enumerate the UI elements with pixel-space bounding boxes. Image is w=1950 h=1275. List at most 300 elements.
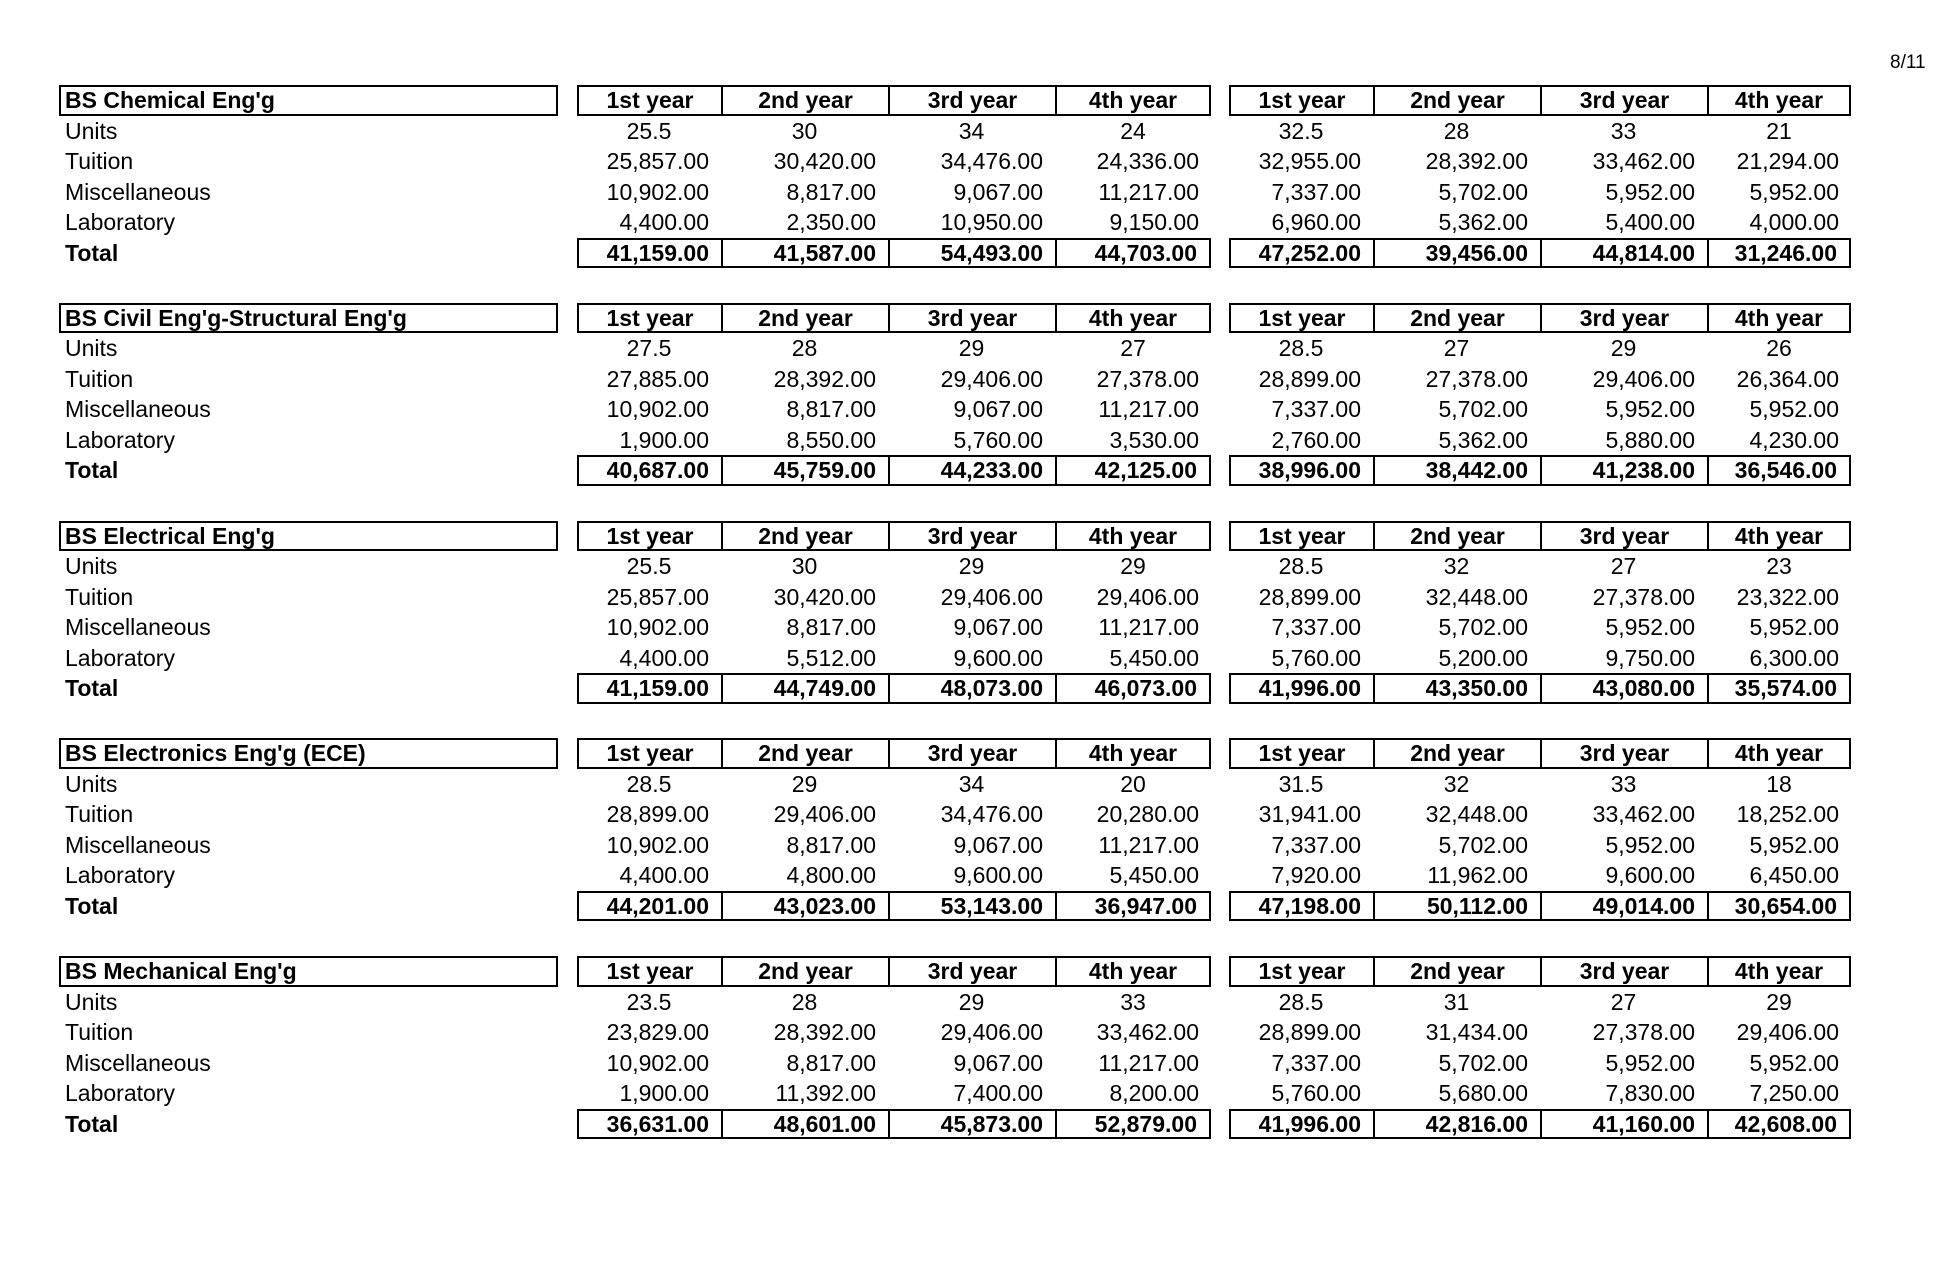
- value-cell: 4,000.00: [1749, 209, 1839, 235]
- value-cell: 9,600.00: [953, 644, 1043, 671]
- units-row: [59, 769, 1859, 800]
- value-cell: 28.5: [1278, 988, 1324, 1015]
- year-header: 3rd year: [888, 521, 1055, 552]
- laboratory-row: [59, 207, 1859, 238]
- value-cell: 25,857.00: [606, 583, 709, 610]
- value-cell: 5,702.00: [1438, 1049, 1528, 1076]
- value-cell: 7,400.00: [953, 1080, 1043, 1106]
- year-header: 3rd year: [888, 738, 1055, 769]
- value-cell: 5,952.00: [1605, 614, 1695, 640]
- value-cell: 5,362.00: [1438, 209, 1528, 235]
- value-cell: 5,702.00: [1438, 396, 1528, 423]
- miscellaneous-row: [59, 612, 1859, 643]
- value-cell: 8,817.00: [786, 396, 876, 423]
- value-cell: 8,550.00: [786, 426, 876, 453]
- value-cell: 2,350.00: [786, 209, 876, 235]
- tuition-row: [59, 799, 1859, 830]
- value-cell: 27,885.00: [606, 365, 709, 392]
- header-row: [59, 956, 1859, 987]
- total-value: 42,125.00: [1055, 455, 1211, 486]
- total-value: 47,198.00: [1229, 891, 1373, 922]
- total-value: 42,816.00: [1373, 1109, 1540, 1140]
- value-cell: 29: [791, 770, 818, 797]
- value-cell: 5,952.00: [1605, 178, 1695, 205]
- row-label: Units: [65, 117, 118, 144]
- value-cell: 9,600.00: [953, 862, 1043, 889]
- year-header: 2nd year: [721, 521, 888, 552]
- year-header: 3rd year: [888, 956, 1055, 987]
- value-cell: 5,880.00: [1605, 426, 1695, 453]
- row-label: Miscellaneous: [65, 396, 211, 423]
- value-cell: 33: [1610, 770, 1637, 797]
- value-cell: 28: [1443, 117, 1470, 144]
- value-cell: 1,900.00: [619, 426, 709, 453]
- year-header: 1st year: [577, 85, 721, 116]
- total-value: 45,759.00: [721, 455, 888, 486]
- row-label: Laboratory: [65, 209, 175, 235]
- total-value: 38,442.00: [1373, 455, 1540, 486]
- miscellaneous-row: [59, 177, 1859, 208]
- row-label: Laboratory: [65, 1080, 175, 1106]
- row-label: Laboratory: [65, 426, 175, 453]
- value-cell: 5,450.00: [1109, 644, 1199, 671]
- row-label: Total: [65, 239, 119, 266]
- year-header: 1st year: [577, 738, 721, 769]
- value-cell: 8,817.00: [786, 831, 876, 858]
- header-row: [59, 521, 1859, 552]
- total-row: [59, 891, 1859, 922]
- tuition-row: [59, 582, 1859, 613]
- value-cell: 33: [1610, 117, 1637, 144]
- program-title: BS Chemical Eng'g: [59, 85, 558, 116]
- total-value: 36,546.00: [1707, 455, 1851, 486]
- value-cell: 28.5: [626, 770, 672, 797]
- total-row: [59, 673, 1859, 704]
- row-label: Units: [65, 770, 118, 797]
- value-cell: 28.5: [1278, 553, 1324, 579]
- year-header: 3rd year: [888, 85, 1055, 116]
- value-cell: 5,512.00: [786, 644, 876, 671]
- value-cell: 26,364.00: [1736, 365, 1839, 392]
- value-cell: 25.5: [626, 117, 672, 144]
- year-header: 4th year: [1055, 956, 1211, 987]
- row-label: Miscellaneous: [65, 831, 211, 858]
- total-row: [59, 238, 1859, 269]
- program-table: [59, 85, 1859, 303]
- value-cell: 5,702.00: [1438, 614, 1528, 640]
- year-header: 3rd year: [1540, 85, 1707, 116]
- tuition-row: [59, 364, 1859, 395]
- value-cell: 28,899.00: [1258, 365, 1361, 392]
- value-cell: 9,067.00: [953, 396, 1043, 423]
- value-cell: 30: [791, 553, 818, 579]
- row-label: Miscellaneous: [65, 614, 211, 640]
- value-cell: 6,300.00: [1749, 644, 1839, 671]
- value-cell: 28.5: [1278, 335, 1324, 362]
- value-cell: 9,067.00: [953, 1049, 1043, 1076]
- year-header: 2nd year: [1373, 738, 1540, 769]
- total-value: 44,233.00: [888, 455, 1055, 486]
- value-cell: 33,462.00: [1592, 801, 1695, 828]
- row-label: Tuition: [65, 148, 134, 174]
- miscellaneous-row: [59, 394, 1859, 425]
- value-cell: 27,378.00: [1096, 365, 1199, 392]
- value-cell: 11,392.00: [775, 1080, 876, 1106]
- value-cell: 10,902.00: [606, 831, 709, 858]
- year-header: 1st year: [1229, 738, 1373, 769]
- row-label: Total: [65, 457, 119, 484]
- value-cell: 7,250.00: [1749, 1080, 1839, 1106]
- value-cell: 11,217.00: [1098, 614, 1199, 640]
- value-cell: 29: [958, 988, 985, 1015]
- year-header: 4th year: [1055, 303, 1211, 334]
- value-cell: 20,280.00: [1096, 801, 1199, 828]
- value-cell: 29,406.00: [773, 801, 876, 828]
- value-cell: 8,817.00: [786, 614, 876, 640]
- total-value: 50,112.00: [1373, 891, 1540, 922]
- value-cell: 27,378.00: [1425, 365, 1528, 392]
- value-cell: 29: [1610, 335, 1637, 362]
- value-cell: 3,530.00: [1109, 426, 1199, 453]
- row-label: Total: [65, 1110, 119, 1137]
- value-cell: 5,702.00: [1438, 831, 1528, 858]
- value-cell: 4,800.00: [786, 862, 876, 889]
- value-cell: 10,902.00: [606, 178, 709, 205]
- year-header: 3rd year: [1540, 521, 1707, 552]
- value-cell: 33,462.00: [1592, 148, 1695, 174]
- year-header: 2nd year: [1373, 521, 1540, 552]
- value-cell: 32,448.00: [1425, 583, 1528, 610]
- value-cell: 27.5: [626, 335, 672, 362]
- total-value: 43,080.00: [1540, 673, 1707, 704]
- value-cell: 28: [791, 335, 818, 362]
- row-label: Tuition: [65, 365, 134, 392]
- value-cell: 23,322.00: [1736, 583, 1839, 610]
- year-header: 2nd year: [1373, 85, 1540, 116]
- value-cell: 8,200.00: [1109, 1080, 1199, 1106]
- total-value: 49,014.00: [1540, 891, 1707, 922]
- value-cell: 27: [1120, 335, 1146, 362]
- total-value: 53,143.00: [888, 891, 1055, 922]
- value-cell: 27: [1610, 553, 1637, 579]
- row-label: Miscellaneous: [65, 178, 211, 205]
- laboratory-row: [59, 643, 1859, 674]
- value-cell: 2,760.00: [1271, 426, 1361, 453]
- total-value: 41,238.00: [1540, 455, 1707, 486]
- value-cell: 7,337.00: [1271, 831, 1361, 858]
- value-cell: 5,952.00: [1749, 614, 1839, 640]
- value-cell: 30,420.00: [773, 148, 876, 174]
- value-cell: 8,817.00: [786, 1049, 876, 1076]
- value-cell: 27,378.00: [1592, 583, 1695, 610]
- units-row: [59, 333, 1859, 364]
- value-cell: 31.5: [1278, 770, 1324, 797]
- total-value: 42,608.00: [1707, 1109, 1851, 1140]
- total-value: 36,631.00: [577, 1109, 721, 1140]
- value-cell: 29: [1120, 553, 1146, 579]
- value-cell: 5,760.00: [1271, 1080, 1361, 1106]
- total-value: 45,873.00: [888, 1109, 1055, 1140]
- value-cell: 29: [958, 553, 985, 579]
- value-cell: 29,406.00: [940, 583, 1043, 610]
- row-label: Total: [65, 675, 119, 701]
- value-cell: 34: [958, 117, 985, 144]
- total-value: 47,252.00: [1229, 238, 1373, 269]
- year-header: 3rd year: [1540, 303, 1707, 334]
- year-header: 2nd year: [721, 956, 888, 987]
- value-cell: 9,067.00: [953, 178, 1043, 205]
- row-label: Miscellaneous: [65, 1049, 211, 1076]
- value-cell: 5,760.00: [953, 426, 1043, 453]
- value-cell: 4,400.00: [619, 862, 709, 889]
- total-value: 39,456.00: [1373, 238, 1540, 269]
- total-row: [59, 1109, 1859, 1140]
- total-value: 41,159.00: [577, 673, 721, 704]
- total-value: 43,350.00: [1373, 673, 1540, 704]
- value-cell: 21: [1766, 117, 1792, 144]
- value-cell: 33,462.00: [1096, 1019, 1199, 1045]
- units-row: [59, 116, 1859, 147]
- value-cell: 10,902.00: [606, 1049, 709, 1076]
- row-label: Units: [65, 988, 118, 1015]
- value-cell: 4,230.00: [1749, 426, 1839, 453]
- total-value: 41,996.00: [1229, 1109, 1373, 1140]
- row-label: Units: [65, 553, 118, 579]
- year-header: 2nd year: [721, 303, 888, 334]
- value-cell: 28,392.00: [773, 365, 876, 392]
- value-cell: 26: [1766, 335, 1792, 362]
- value-cell: 33: [1120, 988, 1146, 1015]
- value-cell: 27: [1443, 335, 1470, 362]
- value-cell: 18: [1766, 770, 1792, 797]
- year-header: 4th year: [1707, 85, 1851, 116]
- year-header: 2nd year: [1373, 303, 1540, 334]
- units-row: [59, 987, 1859, 1018]
- value-cell: 5,760.00: [1271, 644, 1361, 671]
- value-cell: 11,217.00: [1098, 178, 1199, 205]
- header-row: [59, 738, 1859, 769]
- value-cell: 9,750.00: [1605, 644, 1695, 671]
- value-cell: 5,450.00: [1109, 862, 1199, 889]
- laboratory-row: [59, 425, 1859, 456]
- value-cell: 9,067.00: [953, 614, 1043, 640]
- value-cell: 7,337.00: [1271, 614, 1361, 640]
- value-cell: 5,952.00: [1749, 831, 1839, 858]
- value-cell: 1,900.00: [619, 1080, 709, 1106]
- total-value: 38,996.00: [1229, 455, 1373, 486]
- value-cell: 8,817.00: [786, 178, 876, 205]
- value-cell: 20: [1120, 770, 1146, 797]
- value-cell: 24,336.00: [1096, 148, 1199, 174]
- value-cell: 5,952.00: [1605, 1049, 1695, 1076]
- total-value: 36,947.00: [1055, 891, 1211, 922]
- value-cell: 31,434.00: [1425, 1019, 1528, 1045]
- value-cell: 6,450.00: [1749, 862, 1839, 889]
- total-value: 44,201.00: [577, 891, 721, 922]
- year-header: 4th year: [1707, 521, 1851, 552]
- header-row: [59, 85, 1859, 116]
- value-cell: 31,941.00: [1258, 801, 1361, 828]
- value-cell: 10,902.00: [606, 614, 709, 640]
- units-row: [59, 551, 1859, 582]
- total-value: 31,246.00: [1707, 238, 1851, 269]
- value-cell: 32: [1443, 553, 1470, 579]
- value-cell: 30,420.00: [773, 583, 876, 610]
- value-cell: 7,337.00: [1271, 178, 1361, 205]
- program-table: [59, 956, 1859, 1174]
- row-label: Units: [65, 335, 118, 362]
- header-row: [59, 303, 1859, 334]
- year-header: 1st year: [577, 956, 721, 987]
- value-cell: 32.5: [1278, 117, 1324, 144]
- value-cell: 7,920.00: [1271, 862, 1361, 889]
- value-cell: 34,476.00: [940, 801, 1043, 828]
- tuition-row: [59, 146, 1859, 177]
- row-label: Laboratory: [65, 644, 175, 671]
- total-value: 43,023.00: [721, 891, 888, 922]
- program-title: BS Electronics Eng'g (ECE): [59, 738, 558, 769]
- value-cell: 18,252.00: [1736, 801, 1839, 828]
- total-value: 54,493.00: [888, 238, 1055, 269]
- miscellaneous-row: [59, 1048, 1859, 1079]
- total-value: 41,996.00: [1229, 673, 1373, 704]
- value-cell: 10,902.00: [606, 396, 709, 423]
- value-cell: 6,960.00: [1271, 209, 1361, 235]
- year-header: 1st year: [577, 303, 721, 334]
- value-cell: 11,217.00: [1098, 831, 1199, 858]
- program-table: [59, 738, 1859, 956]
- program-table: [59, 521, 1859, 739]
- total-value: 48,601.00: [721, 1109, 888, 1140]
- value-cell: 5,702.00: [1438, 178, 1528, 205]
- value-cell: 11,217.00: [1098, 396, 1199, 423]
- total-value: 44,703.00: [1055, 238, 1211, 269]
- value-cell: 29,406.00: [1736, 1019, 1839, 1045]
- value-cell: 9,067.00: [953, 831, 1043, 858]
- row-label: Total: [65, 892, 119, 919]
- value-cell: 4,400.00: [619, 644, 709, 671]
- year-header: 1st year: [1229, 303, 1373, 334]
- total-value: 40,687.00: [577, 455, 721, 486]
- value-cell: 32,448.00: [1425, 801, 1528, 828]
- year-header: 1st year: [1229, 956, 1373, 987]
- value-cell: 31: [1443, 988, 1470, 1015]
- total-value: 46,073.00: [1055, 673, 1211, 704]
- value-cell: 5,362.00: [1438, 426, 1528, 453]
- value-cell: 27: [1610, 988, 1637, 1015]
- value-cell: 29,406.00: [1592, 365, 1695, 392]
- value-cell: 5,680.00: [1438, 1080, 1528, 1106]
- value-cell: 21,294.00: [1736, 148, 1839, 174]
- value-cell: 5,400.00: [1605, 209, 1695, 235]
- total-value: 41,587.00: [721, 238, 888, 269]
- fee-schedule-sheet: [59, 85, 1859, 1174]
- value-cell: 25,857.00: [606, 148, 709, 174]
- value-cell: 5,200.00: [1438, 644, 1528, 671]
- value-cell: 5,952.00: [1749, 396, 1839, 423]
- value-cell: 5,952.00: [1605, 396, 1695, 423]
- value-cell: 34,476.00: [940, 148, 1043, 174]
- value-cell: 23: [1766, 553, 1792, 579]
- value-cell: 5,952.00: [1749, 178, 1839, 205]
- page-number: 8/11: [1890, 52, 1926, 73]
- year-header: 2nd year: [721, 738, 888, 769]
- laboratory-row: [59, 1078, 1859, 1109]
- year-header: 2nd year: [721, 85, 888, 116]
- program-table: [59, 303, 1859, 521]
- value-cell: 29,406.00: [1096, 583, 1199, 610]
- row-label: Laboratory: [65, 862, 175, 889]
- total-value: 35,574.00: [1707, 673, 1851, 704]
- value-cell: 29: [958, 335, 985, 362]
- value-cell: 7,337.00: [1271, 1049, 1361, 1076]
- year-header: 4th year: [1707, 738, 1851, 769]
- value-cell: 11,962.00: [1427, 862, 1528, 889]
- year-header: 1st year: [577, 521, 721, 552]
- year-header: 4th year: [1055, 521, 1211, 552]
- value-cell: 24: [1120, 117, 1146, 144]
- value-cell: 9,150.00: [1109, 209, 1199, 235]
- value-cell: 28,392.00: [1425, 148, 1528, 174]
- row-label: Tuition: [65, 1019, 134, 1045]
- tuition-row: [59, 1017, 1859, 1048]
- year-header: 4th year: [1707, 956, 1851, 987]
- year-header: 3rd year: [1540, 738, 1707, 769]
- value-cell: 5,952.00: [1749, 1049, 1839, 1076]
- value-cell: 34: [958, 770, 985, 797]
- value-cell: 7,830.00: [1605, 1080, 1695, 1106]
- value-cell: 23,829.00: [606, 1019, 709, 1045]
- value-cell: 32,955.00: [1258, 148, 1361, 174]
- program-title: BS Electrical Eng'g: [59, 521, 558, 552]
- total-value: 44,814.00: [1540, 238, 1707, 269]
- value-cell: 25.5: [626, 553, 672, 579]
- value-cell: 23.5: [626, 988, 672, 1015]
- value-cell: 28,899.00: [606, 801, 709, 828]
- year-header: 2nd year: [1373, 956, 1540, 987]
- year-header: 4th year: [1055, 85, 1211, 116]
- value-cell: 11,217.00: [1098, 1049, 1199, 1076]
- laboratory-row: [59, 860, 1859, 891]
- total-value: 52,879.00: [1055, 1109, 1211, 1140]
- value-cell: 28: [791, 988, 818, 1015]
- year-header: 3rd year: [1540, 956, 1707, 987]
- year-header: 1st year: [1229, 85, 1373, 116]
- value-cell: 7,337.00: [1271, 396, 1361, 423]
- year-header: 4th year: [1707, 303, 1851, 334]
- row-label: Tuition: [65, 583, 134, 610]
- value-cell: 10,950.00: [940, 209, 1043, 235]
- year-header: 3rd year: [888, 303, 1055, 334]
- value-cell: 4,400.00: [619, 209, 709, 235]
- program-title: BS Civil Eng'g-Structural Eng'g: [59, 303, 558, 334]
- total-value: 41,159.00: [577, 238, 721, 269]
- value-cell: 29: [1766, 988, 1792, 1015]
- program-title: BS Mechanical Eng'g: [59, 956, 558, 987]
- total-row: [59, 455, 1859, 486]
- value-cell: 9,600.00: [1605, 862, 1695, 889]
- row-label: Tuition: [65, 801, 134, 828]
- total-value: 48,073.00: [888, 673, 1055, 704]
- miscellaneous-row: [59, 830, 1859, 861]
- value-cell: 5,952.00: [1605, 831, 1695, 858]
- value-cell: 29,406.00: [940, 365, 1043, 392]
- total-value: 30,654.00: [1707, 891, 1851, 922]
- value-cell: 27,378.00: [1592, 1019, 1695, 1045]
- value-cell: 29,406.00: [940, 1019, 1043, 1045]
- year-header: 1st year: [1229, 521, 1373, 552]
- value-cell: 28,899.00: [1258, 1019, 1361, 1045]
